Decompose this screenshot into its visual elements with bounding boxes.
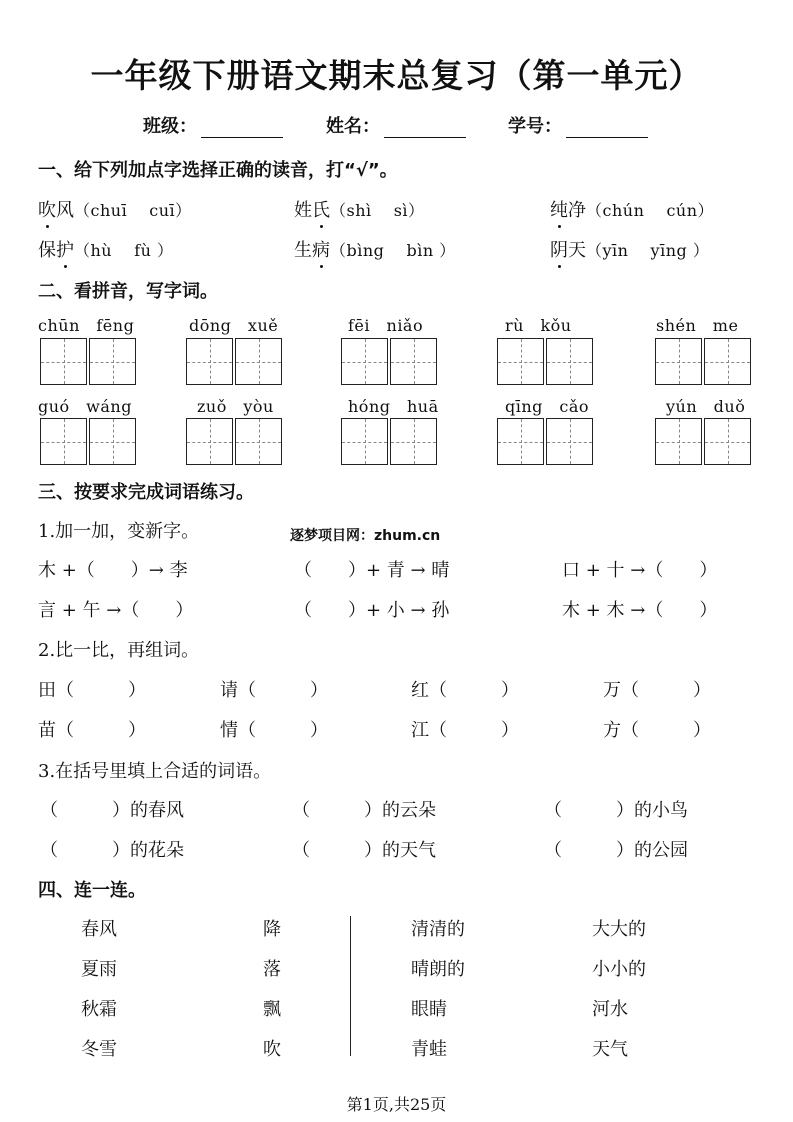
writing-box[interactable] (390, 338, 437, 385)
section1-heading: 一、给下列加点字选择正确的读音，打“√”。 (38, 160, 398, 181)
writing-box[interactable] (89, 338, 136, 385)
pinyin-item: 吹风（chuī cuī） (38, 196, 192, 222)
exercise-item: （ ）的天气 (292, 840, 436, 861)
exercise-item: （ ）的小鸟 (544, 800, 688, 821)
name-label: 姓名： (326, 116, 380, 137)
class-label: 班级： (143, 116, 197, 137)
class-blank[interactable] (201, 119, 283, 138)
exercise-item: 苗（ ） (38, 720, 146, 741)
writing-box[interactable] (341, 338, 388, 385)
pinyin-label: rù kǒu (505, 316, 572, 335)
exercise-item: 红（ ） (411, 680, 519, 701)
writing-box[interactable] (546, 338, 593, 385)
name-blank[interactable] (384, 119, 466, 138)
writing-box[interactable] (390, 418, 437, 465)
subsection-title: 2.比一比，再组词。 (38, 640, 200, 661)
subsection-title: 3.在括号里填上合适的词语。 (38, 761, 272, 782)
section3-heading: 三、按要求完成词语练习。 (38, 482, 254, 503)
exercise-item: 情（ ） (220, 720, 328, 741)
match-word[interactable]: 冬雪 (81, 1039, 117, 1060)
pinyin-label: zuǒ yòu (197, 397, 274, 416)
writing-box[interactable] (497, 338, 544, 385)
pinyin-label: fēi niǎo (348, 316, 424, 335)
exercise-item: 木 + 木 →（ ） (562, 600, 718, 621)
exercise-item: 江（ ） (411, 720, 519, 741)
number-blank[interactable] (566, 119, 648, 138)
writing-box[interactable] (655, 418, 702, 465)
section4-heading: 四、连一连。 (38, 880, 146, 901)
match-word[interactable]: 河水 (592, 999, 628, 1020)
writing-box[interactable] (235, 338, 282, 385)
exercise-item: （ ）的花朵 (40, 840, 184, 861)
number-label: 学号： (508, 116, 562, 137)
match-word[interactable]: 天气 (592, 1039, 628, 1060)
exercise-item: （ ）+ 小 → 孙 (294, 600, 450, 621)
writing-box[interactable] (40, 418, 87, 465)
exercise-item: 请（ ） (220, 680, 328, 701)
match-word[interactable]: 落 (263, 959, 281, 980)
pinyin-label: shén me (656, 316, 739, 335)
pinyin-item: 纯净（chún cún） (550, 196, 714, 222)
writing-box[interactable] (40, 338, 87, 385)
pinyin-label: dōng xuě (189, 316, 279, 335)
match-word[interactable]: 清清的 (411, 919, 465, 940)
pinyin-label: hóng huā (348, 397, 439, 416)
writing-box[interactable] (235, 418, 282, 465)
pinyin-item: 生病（bìng bìn ） (294, 236, 456, 262)
exercise-item: 方（ ） (603, 720, 711, 741)
match-word[interactable]: 降 (263, 919, 281, 940)
exercise-item: 口 + 十 →（ ） (562, 560, 718, 581)
writing-box[interactable] (704, 418, 751, 465)
pinyin-item: 保护（hù fù ） (38, 236, 174, 262)
page-footer: 第1页,共25页 (346, 1095, 447, 1114)
writing-box[interactable] (89, 418, 136, 465)
exercise-item: （ ）的云朵 (292, 800, 436, 821)
match-word[interactable]: 青蛙 (411, 1039, 447, 1060)
subsection-title: 1.加一加，变新字。 (38, 521, 200, 542)
writing-box[interactable] (186, 338, 233, 385)
watermark: 逐梦项目网：zhum.cn (290, 528, 441, 544)
match-word[interactable]: 秋霜 (81, 999, 117, 1020)
writing-box[interactable] (655, 338, 702, 385)
class-field (143, 112, 283, 138)
match-word[interactable]: 飘 (263, 999, 281, 1020)
pinyin-label: guó wáng (38, 397, 132, 416)
match-word[interactable]: 大大的 (592, 919, 646, 940)
match-word[interactable]: 春风 (81, 919, 117, 940)
writing-box[interactable] (186, 418, 233, 465)
match-word[interactable]: 夏雨 (81, 959, 117, 980)
exercise-item: （ ）+ 青 → 晴 (294, 560, 450, 581)
match-word[interactable]: 吹 (263, 1039, 281, 1060)
match-word[interactable]: 晴朗的 (411, 959, 465, 980)
exercise-item: （ ）的公园 (544, 840, 688, 861)
pinyin-label: chūn fēng (38, 316, 135, 335)
writing-box[interactable] (704, 338, 751, 385)
section2-heading: 二、看拼音，写字词。 (38, 281, 218, 302)
match-word[interactable]: 小小的 (592, 959, 646, 980)
exercise-item: 木 +（ ）→ 李 (38, 560, 188, 581)
number-field (508, 112, 648, 138)
exercise-item: （ ）的春风 (40, 800, 184, 821)
writing-box[interactable] (341, 418, 388, 465)
writing-box[interactable] (497, 418, 544, 465)
pinyin-label: yún duǒ (666, 397, 746, 416)
pinyin-item: 姓氏（shì sì） (294, 196, 425, 222)
pinyin-item: 阴天（yīn yīng ） (550, 236, 709, 262)
writing-box[interactable] (546, 418, 593, 465)
exercise-item: 言 + 午 →（ ） (38, 600, 194, 621)
column-divider (350, 916, 351, 1056)
pinyin-label: qīng cǎo (505, 397, 590, 416)
exercise-item: 万（ ） (603, 680, 711, 701)
page-title: 一年级下册语文期末总复习（第一单元） (90, 56, 703, 95)
name-field (326, 112, 466, 138)
match-word[interactable]: 眼睛 (411, 999, 447, 1020)
exercise-item: 田（ ） (38, 680, 146, 701)
